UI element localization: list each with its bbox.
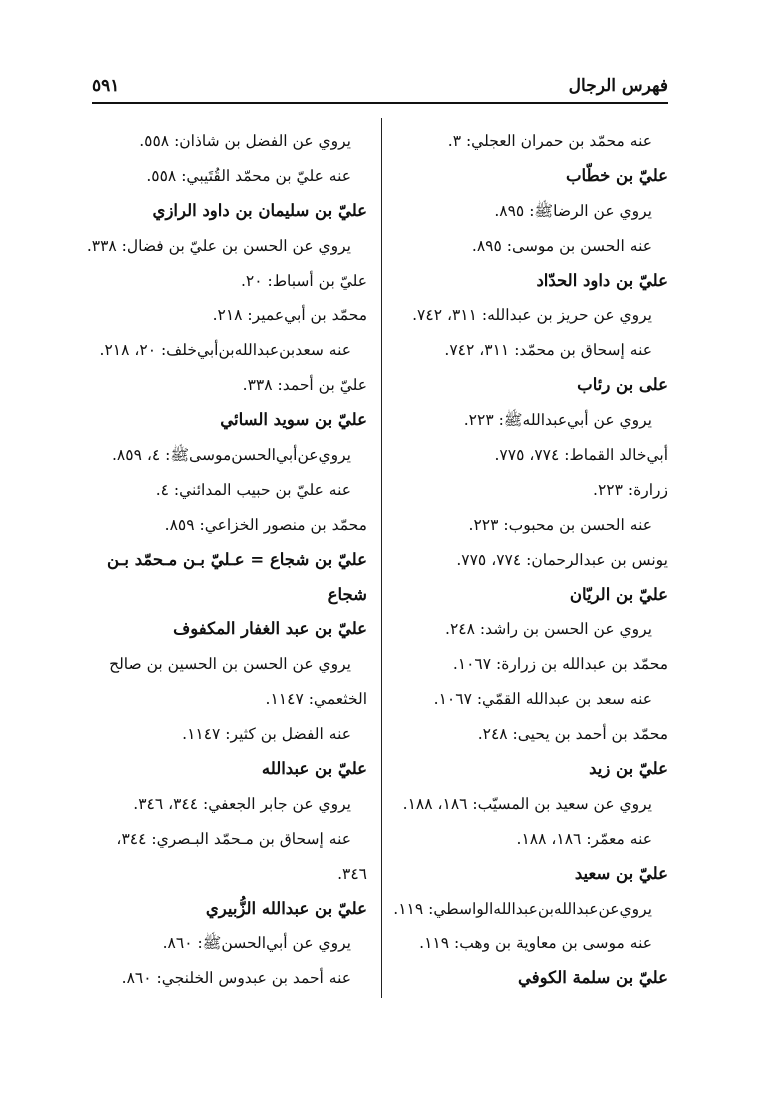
index-entry-line: عليّ بن أسباط: ٢٠. bbox=[240, 271, 367, 290]
index-entry-line: عنه الحسن بن موسى: ٨٩٥. bbox=[471, 236, 652, 255]
index-entry-line: الخثعمي: ١١٤٧. bbox=[265, 690, 367, 709]
page-header bbox=[92, 72, 668, 104]
index-entry-heading: عليّ بن عبدالله الزُّبيري bbox=[205, 898, 367, 918]
index-entry-line: محمّد بن عبدالله بن زرارة: ١٠٦٧. bbox=[452, 655, 668, 674]
index-entry-heading: عليّ بن سليمان بن داود الرازي bbox=[152, 200, 367, 220]
index-entry-line: عنه أحمد بن عبدوس الخلنجي: ٨٦٠. bbox=[121, 969, 351, 988]
index-entry-heading: عليّ بن سلمة الكوفي bbox=[517, 968, 668, 988]
index-entry-heading: عليّ بن سويد السائي bbox=[220, 410, 367, 430]
index-entry-line: عنه موسى بن معاوية بن وهب: ١١٩. bbox=[419, 934, 652, 953]
index-entry-line: عنه إسحاق بن محمّد: ٣١١، ٧٤٢. bbox=[444, 341, 652, 360]
index-entry-line: أبي‌خالد القماط: ٧٧٤، ٧٧٥. bbox=[494, 446, 668, 465]
index-entry-line: يروي عن سعيد بن المسيّب: ١٨٦، ١٨٨. bbox=[402, 794, 652, 813]
index-entry-line: عنه معمّر: ١٨٦، ١٨٨. bbox=[516, 829, 652, 848]
page-number: ٥٩١ bbox=[92, 76, 120, 96]
index-entry-line: محمّد بن أبي‌عمير: ٢١٨. bbox=[212, 306, 367, 325]
index-entry-line: يروي عن الرضاﷺ: ٨٩٥. bbox=[494, 201, 652, 220]
index-entry-line: محمّد بن منصور الخزاعي: ٨٥٩. bbox=[164, 515, 367, 534]
index-entry-line: يروي عن جابر الجعفي: ٣٤٤، ٣٤٦. bbox=[133, 794, 351, 813]
index-entry-line: ٣٤٦. bbox=[337, 864, 367, 883]
index-entry-line: يروي‌عن‌عبدالله‌بن‌عبدالله‌الواسطي: ١١٩. bbox=[393, 899, 652, 918]
index-entry-line: محمّد بن أحمد بن يحيى: ٢٤٨. bbox=[477, 725, 668, 744]
index-entry-heading: على بن رئاب bbox=[577, 375, 668, 395]
index-entry-heading: عليّ بن داود الحدّاد bbox=[536, 270, 668, 290]
index-entry-heading: عليّ بن سعيد bbox=[574, 863, 668, 883]
index-entry-line: يروي عن الحسن بن الحسين بن صالح bbox=[109, 655, 351, 674]
running-title: فهرس الرجال bbox=[568, 76, 668, 96]
index-entry-heading: عليّ بن الريّان bbox=[569, 584, 668, 604]
index-entry-line: عليّ بن أحمد: ٣٣٨. bbox=[242, 376, 367, 395]
index-entry-heading: عليّ بن عبدالله bbox=[261, 759, 367, 779]
index-entry-heading: عليّ بن زيد bbox=[589, 759, 668, 779]
column-divider bbox=[381, 118, 382, 998]
index-entry-line: عنه عليّ بن محمّد القُتَيبي: ٥٥٨. bbox=[146, 166, 351, 185]
index-entry-line: عنه عليّ بن حبيب المدائني: ٤. bbox=[155, 480, 351, 499]
index-entry-line: يروي عن الحسن بن عليّ بن فضال: ٣٣٨. bbox=[86, 236, 351, 255]
index-entry-heading: عليّ بن عبد الغفار المكفوف bbox=[173, 619, 367, 639]
index-entry-line: يروي عن أبي‌الحسنﷺ: ٨٦٠. bbox=[162, 934, 351, 953]
index-entry-heading: عليّ بن شجاع = عـليّ بـن مـحمّد بـن bbox=[107, 549, 367, 569]
index-entry-line: يروي‌عن‌أبي‌الحسن‌موسىﷺ: ٤، ٨٥٩. bbox=[111, 446, 351, 465]
index-entry-line: يروي عن الحسن بن راشد: ٢٤٨. bbox=[445, 620, 652, 639]
index-entry-heading: شجاع bbox=[327, 584, 367, 604]
index-entry-line: عنه الحسن بن محبوب: ٢٢٣. bbox=[468, 515, 652, 534]
index-entry-line: يروي عن أبي‌عبداللهﷺ: ٢٢٣. bbox=[463, 411, 652, 430]
index-entry-line: عنه إسحاق بن مـحمّد البـصري: ٣٤٤، bbox=[116, 829, 351, 848]
index-entry-line: يروي عن الفضل بن شاذان: ٥٥٨. bbox=[139, 132, 351, 150]
index-entry-line: يونس بن عبدالرحمان: ٧٧٤، ٧٧٥. bbox=[456, 550, 668, 569]
index-entry-line: عنه سعدبن‌عبدالله‌بن‌أبي‌خلف: ٢٠، ٢١٨. bbox=[99, 341, 351, 360]
index-entry-heading: عليّ بن خطّاب bbox=[566, 165, 668, 185]
index-column-left bbox=[86, 124, 367, 996]
index-entry-line: زرارة: ٢٢٣. bbox=[593, 480, 668, 499]
index-column-right bbox=[393, 124, 668, 996]
index-entry-line: يروي عن حريز بن عبدالله: ٣١١، ٧٤٢. bbox=[412, 306, 652, 325]
index-entry-line: عنه الفضل بن كثير: ١١٤٧. bbox=[182, 725, 351, 744]
index-entry-line: عنه محمّد بن حمران العجلي: ٣. bbox=[447, 132, 652, 150]
index-entry-line: عنه سعد بن عبدالله القمّي: ١٠٦٧. bbox=[433, 690, 652, 709]
